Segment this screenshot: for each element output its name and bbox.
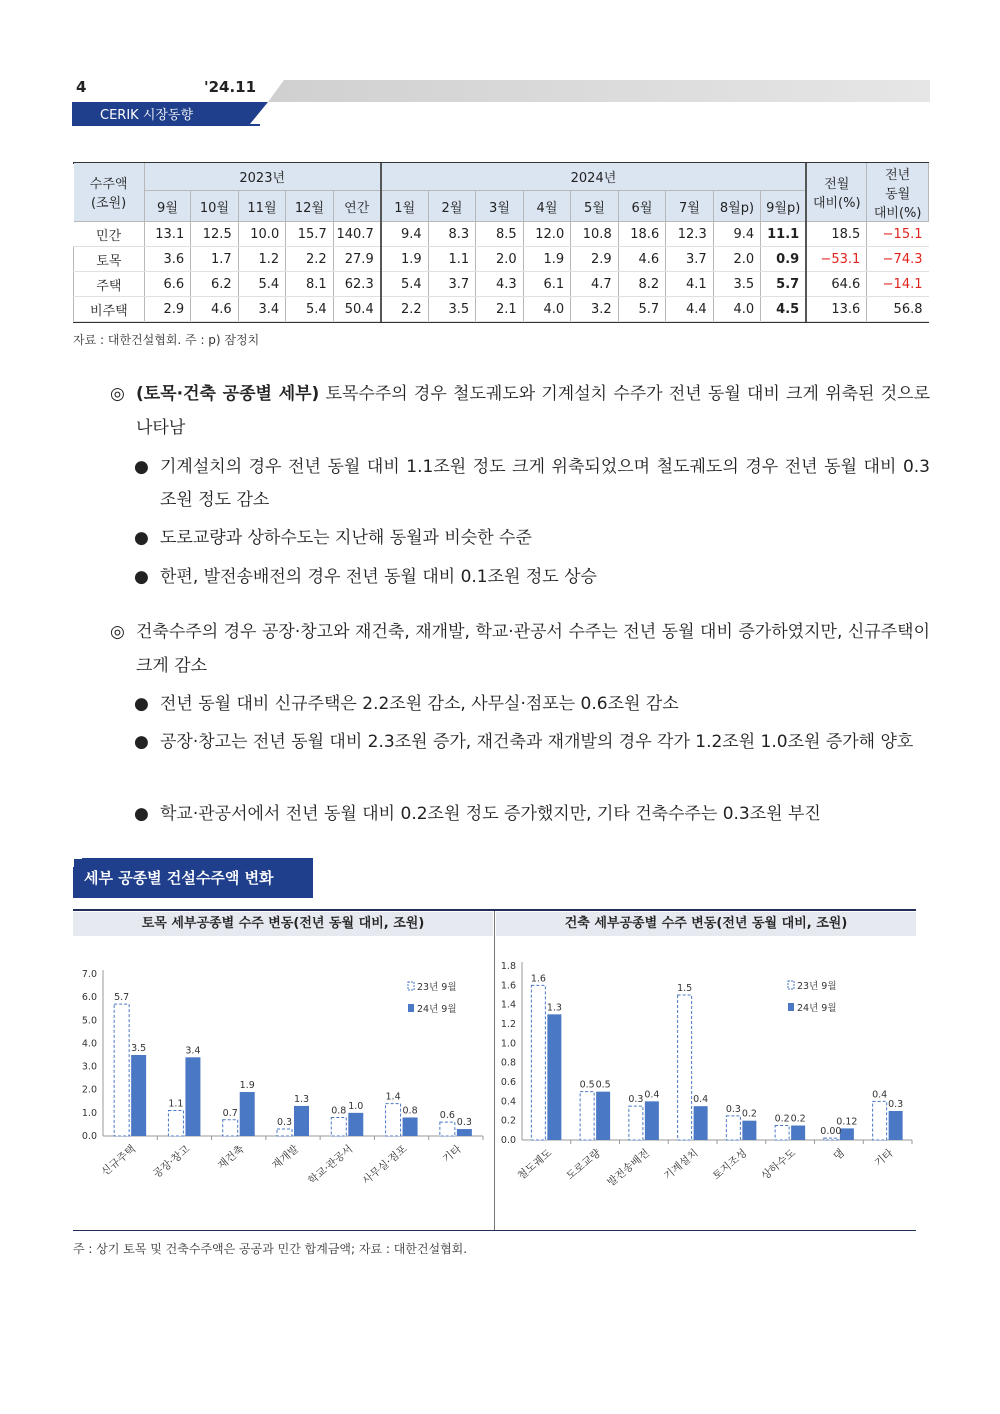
data-label-2024: 0.5 — [595, 1079, 611, 1091]
table-cell: 50.4 — [333, 297, 381, 322]
publication-title: CERIK 시장동향 — [100, 108, 194, 123]
page-number: 4 — [76, 78, 87, 96]
data-label-2024: 3.5 — [131, 1043, 147, 1054]
table-cell: 3.7 — [666, 247, 714, 272]
year-2023-header: 2023년 — [144, 163, 380, 191]
data-label-2024: 3.4 — [185, 1045, 201, 1057]
paragraph-building-text: 건축수주의 경우 공장·창고와 재건축, 재개발, 학교·관공서 수주는 전년 동월 대비 증가하였지만, 신규주택이 크게 감소 — [136, 622, 930, 676]
legend-label-2023: 23년 9월 — [797, 981, 837, 992]
table-cell: 2.1 — [476, 297, 524, 322]
data-label-2024: 0.2 — [790, 1113, 806, 1125]
bar-2023 — [386, 1104, 401, 1136]
bullet-icon: ● — [134, 567, 149, 587]
header-underline — [72, 124, 260, 126]
y-tick-label: 1.8 — [500, 961, 516, 972]
table-cell: 2.2 — [381, 297, 429, 322]
y-tick-label: 5.0 — [81, 1015, 97, 1027]
bar-2023 — [114, 1004, 129, 1136]
table-cell: 12.5 — [191, 222, 239, 247]
table-cell: 8.1 — [286, 272, 334, 297]
bar-2024 — [294, 1106, 309, 1136]
x-category-label: 철도궤도 — [515, 1147, 555, 1183]
row-label: 토목 — [74, 247, 145, 272]
data-label-2023: 0.3 — [628, 1094, 644, 1106]
table-corner-header: 수주액 (조원) — [74, 163, 145, 222]
x-category-label: 토지조성 — [710, 1147, 750, 1183]
data-label-2024: 1.3 — [293, 1093, 310, 1105]
double-circle-icon: ◎ — [110, 384, 125, 404]
table-cell: 11.1 — [761, 222, 806, 247]
data-label-2024: 0.4 — [644, 1089, 660, 1101]
section-corner-mark — [73, 858, 82, 867]
month-header: 10월 — [191, 191, 239, 222]
table-cell: 140.7 — [333, 222, 381, 247]
x-category-label: 재건축 — [215, 1143, 247, 1172]
data-label-2023: 1.4 — [385, 1091, 401, 1103]
table-cell: 15.7 — [286, 222, 334, 247]
table-bottom-rule — [73, 322, 929, 323]
table-cell: 4.6 — [191, 297, 239, 322]
table-cell: 2.9 — [144, 297, 190, 322]
x-category-label: 도로교량 — [564, 1147, 604, 1183]
data-label-2024: 1.9 — [239, 1080, 255, 1092]
bar-2024 — [596, 1092, 610, 1140]
month-header: 5월 — [571, 191, 619, 222]
month-header: 2월 — [428, 191, 476, 222]
table-cell: 1.9 — [523, 247, 571, 272]
x-category-label: 학교·관공서 — [306, 1143, 356, 1188]
legend-label-2023: 23년 9월 — [417, 982, 457, 993]
table-cell: 3.7 — [428, 272, 476, 297]
building-bar-chart — [496, 940, 916, 1228]
table-cell: 0.9 — [761, 247, 806, 272]
paragraph-civil-heading: (토목·건축 공종별 세부) — [136, 384, 320, 404]
table-cell: 2.0 — [476, 247, 524, 272]
table-cell: 8.3 — [428, 222, 476, 247]
bar-2023 — [873, 1101, 887, 1140]
bar-2024 — [694, 1106, 708, 1140]
data-label-2024: 1.0 — [348, 1100, 364, 1112]
table-cell: 6.1 — [523, 272, 571, 297]
paragraph-building — [110, 615, 930, 683]
x-category-label: 기타 — [872, 1147, 896, 1170]
month-header: 1월 — [381, 191, 429, 222]
y-tick-label: 0.6 — [500, 1077, 516, 1088]
x-category-label: 재개발 — [269, 1143, 301, 1172]
y-tick-label: 0.4 — [500, 1096, 516, 1108]
paragraph-civil — [110, 377, 930, 445]
y-tick-label: 3.0 — [81, 1061, 97, 1073]
y-tick-label: 1.6 — [500, 980, 516, 992]
x-category-label: 상하수도 — [759, 1147, 799, 1183]
data-label-2024: 0.12 — [836, 1116, 858, 1128]
x-category-label: 공장·창고 — [150, 1143, 193, 1181]
table-cell: 9.4 — [381, 222, 429, 247]
data-label-2024: 0.3 — [456, 1117, 472, 1129]
bullet-icon: ● — [134, 804, 149, 824]
y-tick-label: 0.0 — [81, 1131, 97, 1142]
x-category-label: 사무실·점포 — [360, 1143, 410, 1188]
bullet-text: 한편, 발전송배전의 경우 전년 동월 대비 0.1조원 정도 상승 — [160, 567, 597, 587]
y-tick-label: 4.0 — [81, 1038, 97, 1050]
table-cell: 8.2 — [618, 272, 666, 297]
data-label-2023: 0.2 — [774, 1113, 790, 1125]
orders-table — [73, 163, 929, 322]
table-cell: 6.6 — [144, 272, 190, 297]
chart-note: 주 : 상기 토목 및 건축수주액은 공공과 민간 합계금액; 자료 : 대한건설협회. — [73, 1242, 468, 1256]
bar-2024 — [791, 1126, 805, 1141]
bar-2023 — [277, 1129, 292, 1136]
data-label-2023: 1.1 — [168, 1098, 184, 1110]
row-label: 민간 — [74, 222, 145, 247]
table-cell: 12.3 — [666, 222, 714, 247]
table-cell: 4.1 — [666, 272, 714, 297]
table-cell: 27.9 — [333, 247, 381, 272]
table-cell: 5.4 — [381, 272, 429, 297]
bar-2023 — [331, 1117, 346, 1136]
table-cell: 5.4 — [238, 272, 286, 297]
month-header: 8월p) — [713, 191, 761, 222]
month-header: 4월 — [523, 191, 571, 222]
x-category-label: 댐 — [831, 1147, 847, 1163]
chart-frame-bottom — [73, 1230, 916, 1231]
bar-2024 — [457, 1129, 472, 1136]
bar-2024 — [742, 1121, 756, 1140]
bullet-text: 전년 동월 대비 신규주택은 2.2조원 감소, 사무실·점포는 0.6조원 감소 — [160, 694, 679, 714]
data-label-2023: 0.7 — [222, 1107, 238, 1119]
data-label-2024: 0.3 — [888, 1099, 904, 1110]
legend-swatch-2024 — [408, 1004, 414, 1012]
bar-2024 — [348, 1113, 363, 1136]
y-tick-label: 0.2 — [500, 1115, 516, 1127]
table-cell: 1.7 — [191, 247, 239, 272]
bullet-icon: ● — [134, 457, 149, 477]
x-category-label: 기계설치 — [661, 1147, 701, 1183]
month-header: 9월 — [144, 191, 190, 222]
x-category-label: 발전송배전 — [605, 1147, 652, 1189]
bar-2023 — [223, 1120, 238, 1136]
table-cell: 62.3 — [333, 272, 381, 297]
legend-swatch-2023 — [788, 981, 794, 989]
bar-2023 — [775, 1126, 789, 1141]
table-cell: 1.1 — [428, 247, 476, 272]
table-cell: 10.0 — [238, 222, 286, 247]
y-tick-label: 0.8 — [500, 1057, 516, 1069]
table-row — [74, 247, 929, 272]
table-row — [74, 272, 929, 297]
table-cell: 3.5 — [428, 297, 476, 322]
data-label-2023: 0.8 — [331, 1105, 347, 1117]
month-header: 7월 — [666, 191, 714, 222]
y-tick-label: 1.0 — [81, 1107, 97, 1119]
x-category-label: 신규주택 — [99, 1143, 139, 1179]
bar-2023 — [726, 1116, 740, 1140]
y-tick-label: 1.2 — [500, 1019, 516, 1030]
month-header: 6월 — [618, 191, 666, 222]
table-cell: 2.0 — [713, 247, 761, 272]
issue-date: '24.11 — [204, 78, 257, 96]
data-label-2024: 0.4 — [693, 1094, 709, 1106]
table-row — [74, 222, 929, 247]
table-source: 자료 : 대한건설협회. 주 : p) 잠정치 — [73, 333, 260, 347]
table-cell: 5.4 — [286, 297, 334, 322]
table-cell: 9.4 — [713, 222, 761, 247]
section-title: 세부 공종별 건설수주액 변화 — [84, 869, 274, 887]
table-cell: 10.8 — [571, 222, 619, 247]
yoy-cell: −15.1 — [867, 222, 929, 247]
bar-2023 — [168, 1111, 183, 1136]
y-tick-label: 7.0 — [81, 969, 97, 980]
year-2024-header: 2024년 — [381, 163, 806, 191]
legend-label-2024: 24년 9월 — [417, 1004, 457, 1015]
paragraph-civil-text: 토목수주의 경우 철도궤도와 기계설치 수주가 전년 동월 대비 크게 위축된 것으로 나타남 — [136, 384, 930, 438]
bar-2024 — [185, 1057, 200, 1136]
double-circle-icon: ◎ — [110, 622, 125, 642]
data-label-2023: 1.5 — [677, 983, 693, 994]
bar-2023 — [629, 1106, 643, 1140]
mom-cell: 64.6 — [806, 272, 867, 297]
legend-label-2024: 24년 9월 — [797, 1003, 837, 1014]
month-header: 9월p) — [761, 191, 806, 222]
table-cell: 8.5 — [476, 222, 524, 247]
bullet-text: 공장·창고는 전년 동월 대비 2.3조원 증가, 재건축과 재개발의 경우 각가 1.2조원 1.0조원 증가해 양호 — [160, 732, 914, 752]
yoy-cell: −74.3 — [867, 247, 929, 272]
bar-2023 — [678, 995, 692, 1140]
data-label-2024: 0.2 — [741, 1108, 757, 1120]
bar-2024 — [889, 1111, 903, 1140]
bar-2023 — [440, 1122, 455, 1136]
yoy-cell: −14.1 — [867, 272, 929, 297]
table-cell: 3.2 — [571, 297, 619, 322]
bar-2024 — [240, 1092, 255, 1136]
table-cell: 2.9 — [571, 247, 619, 272]
data-label-2023: 5.7 — [114, 992, 130, 1004]
table-cell: 4.5 — [761, 297, 806, 322]
bar-2023 — [531, 985, 545, 1140]
table-cell: 1.2 — [238, 247, 286, 272]
table-cell: 5.7 — [761, 272, 806, 297]
month-header: 11월 — [238, 191, 286, 222]
civil-bar-chart — [73, 940, 493, 1228]
table-cell: 3.4 — [238, 297, 286, 322]
legend-swatch-2024 — [788, 1003, 794, 1011]
table-cell: 4.6 — [618, 247, 666, 272]
mom-cell: 13.6 — [806, 297, 867, 322]
bullet-icon: ● — [134, 732, 149, 752]
table-cell: 4.0 — [523, 297, 571, 322]
mom-cell: −53.1 — [806, 247, 867, 272]
table-cell: 5.7 — [618, 297, 666, 322]
y-tick-label: 6.0 — [81, 992, 97, 1004]
yoy-cell: 56.8 — [867, 297, 929, 322]
mom-cell: 18.5 — [806, 222, 867, 247]
y-tick-label: 0.0 — [500, 1135, 516, 1146]
table-cell: 4.3 — [476, 272, 524, 297]
table-cell: 4.4 — [666, 297, 714, 322]
table-cell: 1.9 — [381, 247, 429, 272]
data-label-2023: 1.6 — [530, 973, 546, 985]
data-label-2024: 1.3 — [546, 1002, 562, 1014]
table-cell: 4.7 — [571, 272, 619, 297]
bar-2024 — [840, 1128, 854, 1140]
table-cell: 4.0 — [713, 297, 761, 322]
table-row — [74, 297, 929, 322]
bullet-text: 기계설치의 경우 전년 동월 대비 1.1조원 정도 크게 위축되었으며 철도궤도의 경우 전년 동월 대비 0.3조원 정도 감소 — [160, 457, 930, 510]
bullet-text: 학교·관공서에서 전년 동월 대비 0.2조원 정도 증가했지만, 기타 건축수주는 0.3조원 부진 — [160, 804, 821, 824]
month-header: 연간 — [333, 191, 381, 222]
row-label: 비주택 — [74, 297, 145, 322]
table-cell: 13.1 — [144, 222, 190, 247]
bullet-icon: ● — [134, 694, 149, 714]
mom-header: 전월 대비(%) — [806, 163, 867, 222]
table-cell: 2.2 — [286, 247, 334, 272]
bar-2024 — [547, 1014, 561, 1140]
y-tick-label: 1.0 — [500, 1038, 516, 1050]
table-cell: 18.6 — [618, 222, 666, 247]
building-chart-title: 건축 세부공종별 수주 변동(전년 동월 대비, 조원) — [496, 912, 916, 936]
bar-2024 — [131, 1055, 146, 1136]
bar-2024 — [645, 1101, 659, 1140]
table-cell: 3.6 — [144, 247, 190, 272]
table-cell: 3.5 — [713, 272, 761, 297]
month-header: 3월 — [476, 191, 524, 222]
bar-2023 — [824, 1138, 838, 1140]
y-tick-label: 2.0 — [81, 1084, 97, 1096]
data-label-2023: 0.5 — [579, 1079, 595, 1091]
table-cell: 12.0 — [523, 222, 571, 247]
data-label-2023: 0.3 — [725, 1103, 741, 1115]
data-label-2023: 0.3 — [276, 1117, 293, 1129]
data-label-2024: 0.8 — [402, 1105, 418, 1117]
bullet-text: 도로교량과 상하수도는 지난해 동월과 비슷한 수준 — [160, 528, 532, 548]
civil-chart-title: 토목 세부공종별 수주 변동(전년 동월 대비, 조원) — [73, 912, 493, 936]
bullet-icon: ● — [134, 528, 149, 548]
data-label-2023: 0.4 — [872, 1089, 888, 1101]
chart-divider — [494, 911, 495, 1231]
bar-2024 — [403, 1117, 418, 1136]
table-cell: 6.2 — [191, 272, 239, 297]
bar-2023 — [580, 1092, 594, 1140]
data-label-2023: 0.6 — [439, 1110, 455, 1122]
data-label-2023: 0.00 — [820, 1126, 842, 1138]
yoy-header: 전년 동월 대비(%) — [867, 163, 929, 222]
y-tick-label: 1.4 — [500, 999, 516, 1011]
month-header: 12월 — [286, 191, 334, 222]
legend-swatch-2023 — [408, 982, 414, 990]
header-band — [268, 80, 930, 102]
x-category-label: 기타 — [440, 1143, 464, 1166]
row-label: 주택 — [74, 272, 145, 297]
